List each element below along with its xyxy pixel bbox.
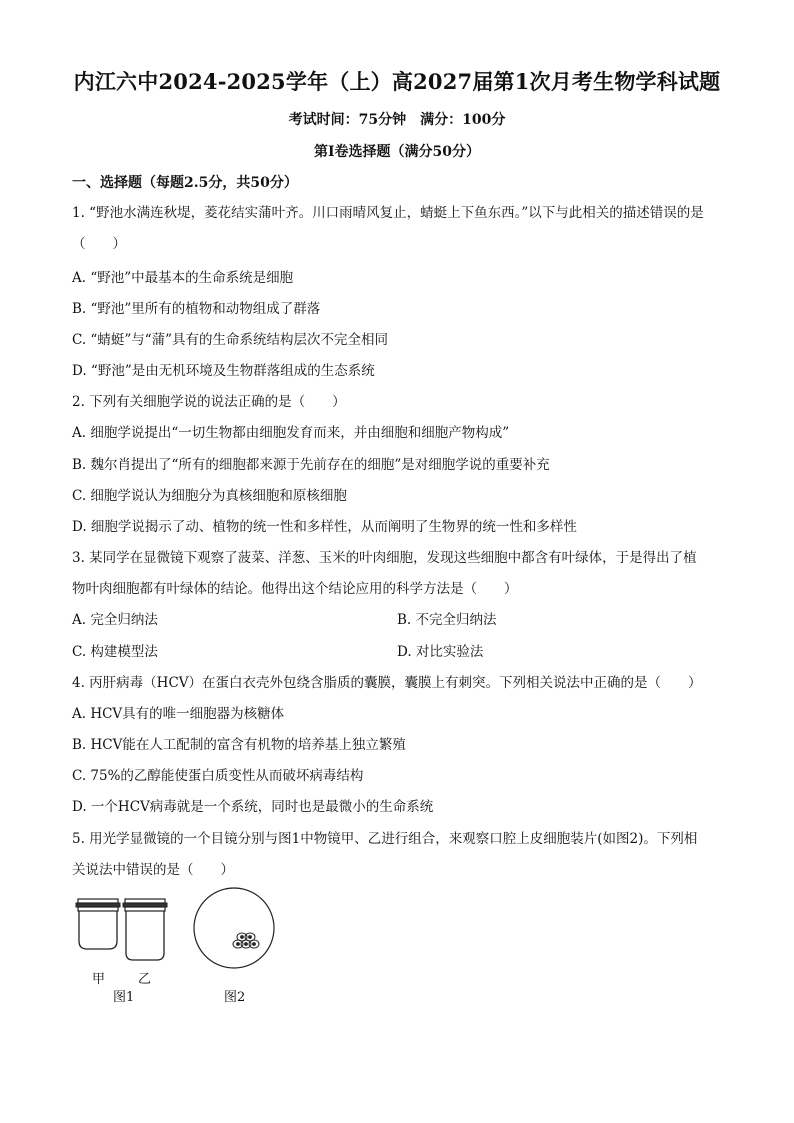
lens-a-label: 甲 [92, 972, 106, 987]
page-title: 内江六中2024-2025学年（上）高2027届第1次月考生物学科试题 [73, 69, 721, 94]
objective-lens-b-icon [123, 899, 167, 960]
question-4-option-b: B. HCV能在人工配制的富含有机物的培养基上独立繁殖 [72, 737, 406, 753]
question-3-option-b: B. 不完全归纳法 [397, 612, 497, 628]
question-1-stem: 1. “野池水满连秋堤，菱花结实蒲叶齐。川口雨晴风复止，蜻蜓上下鱼东西。”以下与此相关的描述错误的是（ ） [72, 205, 704, 252]
lens-b-label: 乙 [138, 972, 152, 987]
field-of-view-icon [194, 888, 274, 968]
question-3-stem-line1: 3. 某同学在显微镜下观察了菠菜、洋葱、玉米的叶肉细胞，发现这些细胞中都含有叶绿体，于是得出了植 [72, 550, 697, 566]
question-5-stem-line1: 5. 用光学显微镜的一个目镜分别与图1中物镜甲、乙进行组合，来观察口腔上皮细胞装片(如图2)。下列相 [72, 831, 698, 847]
question-3-option-d: D. 对比实验法 [397, 644, 484, 660]
part-heading: 一、选择题（每题2.5分，共50分） [72, 175, 298, 191]
question-1-option-d: D. “野池”是由无机环境及生物群落组成的生态系统 [72, 363, 375, 379]
objective-lens-a-icon [76, 899, 120, 949]
question-2-stem: 2. 下列有关细胞学说的说法正确的是（ ） [72, 394, 346, 410]
cell-cluster-icon [233, 933, 259, 948]
question-5-stem-line2: 关说法中错误的是（ ） [72, 862, 234, 878]
figure-1-caption: 图1 [113, 990, 135, 1005]
question-3-stem-line2: 物叶肉细胞都有叶绿体的结论。他得出这个结论应用的科学方法是（ ） [72, 581, 518, 597]
question-1-option-b: B. “野池”里所有的植物和动物组成了群落 [72, 301, 321, 317]
microscope-field-figure [192, 886, 276, 970]
question-2-option-a: A. 细胞学说提出“一切生物都由细胞发育而来，并由细胞和细胞产物构成” [72, 425, 510, 441]
question-1-option-c: C. “蜻蜓”与“蒲”具有的生命系统结构层次不完全相同 [72, 332, 389, 348]
question-2-option-d: D. 细胞学说揭示了动、植物的统一性和多样性，从而阐明了生物界的统一性和多样性 [72, 519, 577, 535]
question-4-option-c: C. 75%的乙醇能使蛋白质变性从而破坏病毒结构 [72, 768, 364, 784]
question-2-option-b: B. 魏尔肖提出了“所有的细胞都来源于先前存在的细胞”是对细胞学说的重要补充 [72, 457, 550, 473]
question-3-option-c: C. 构建模型法 [72, 644, 158, 660]
objective-lenses-figure [70, 893, 170, 963]
exam-info: 考试时间：75分钟 满分：100分 [288, 112, 506, 128]
figure-2-caption: 图2 [224, 990, 246, 1005]
question-4-option-a: A. HCV具有的唯一细胞器为核糖体 [72, 706, 285, 722]
question-4-stem: 4. 丙肝病毒（HCV）在蛋白衣壳外包绕含脂质的囊膜，囊膜上有刺突。下列相关说法中正确的是（ ） [72, 675, 702, 691]
volume-heading: 第Ⅰ卷选择题（满分50分） [313, 144, 481, 160]
question-3-option-a: A. 完全归纳法 [72, 612, 158, 628]
question-1-option-a: A. “野池”中最基本的生命系统是细胞 [72, 270, 294, 286]
question-4-option-d: D. 一个HCV病毒就是一个系统，同时也是最微小的生命系统 [72, 799, 434, 815]
question-2-option-c: C. 细胞学说认为细胞分为真核细胞和原核细胞 [72, 488, 347, 504]
